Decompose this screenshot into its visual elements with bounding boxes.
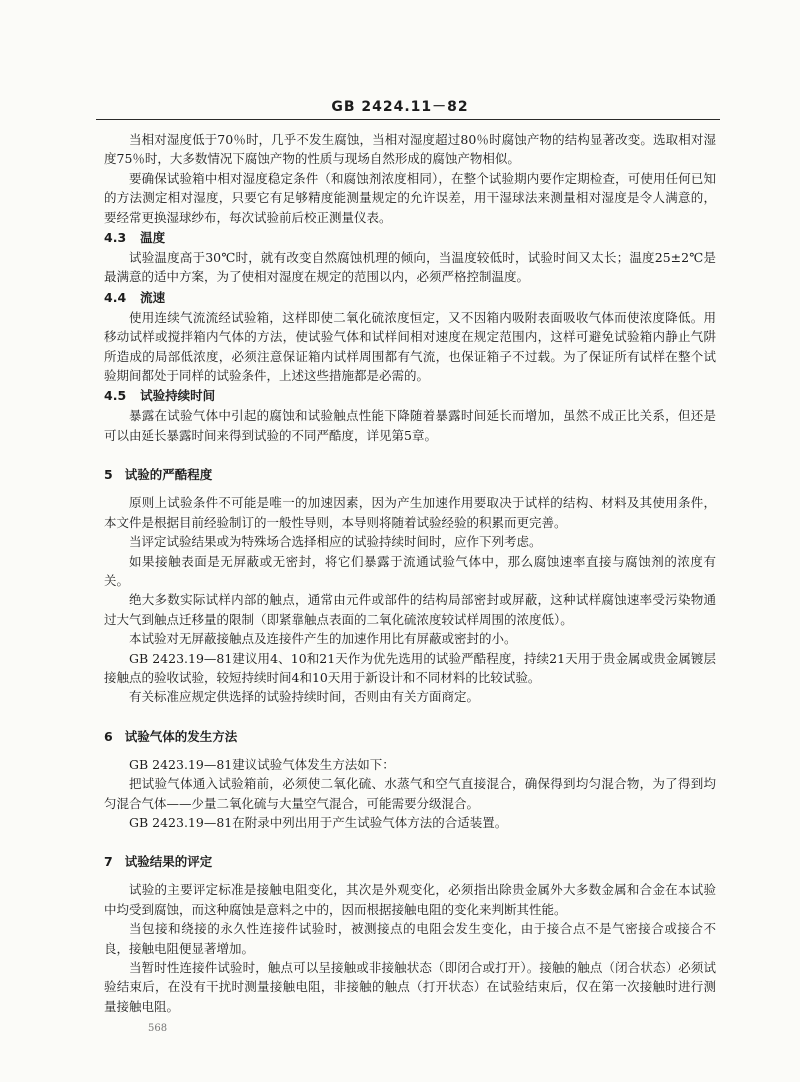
section-title: 试验的严酷程度 — [124, 467, 213, 483]
subsection-heading-4-4 — [104, 288, 716, 308]
paragraph: 如果接触表面是无屏蔽或无密封，将它们暴露于流通试验气体中，那么腐蚀速率直接与腐蚀剂的浓度有关。 — [104, 553, 716, 588]
subsection-number: 4.5 — [104, 388, 127, 404]
paragraph: GB 2423.19—81建议试验气体发生方法如下： — [129, 756, 395, 772]
subsection-number: 4.4 — [104, 289, 127, 305]
paragraph: 当暂时性连接件试验时，触点可以呈接触或非接触状态（即闭合或打开）。接触的触点（闭合状态）必须试验结束后，在没有干扰时测量接触电阻，非接触的触点（打开状态）在试验结束后，仅在第一次接触时进行测量接触电阻。 — [104, 960, 716, 1014]
section-number: 6 — [104, 728, 113, 744]
section-title: 试验结果的评定 — [124, 854, 213, 870]
subsection-title: 流速 — [140, 289, 166, 305]
section-heading-5 — [104, 465, 716, 485]
section-heading-6 — [104, 727, 716, 747]
page-header: GB 2424.11－82 — [331, 99, 469, 115]
paragraph: 绝大多数实际试样内部的触点，通常由元件或部件的结构局部密封或屏蔽，这种试样腐蚀速率受污染物通过大气到触点迁移量的限制（即紧靠触点表面的二氧化硫浓度较试样周围的浓度低）。 — [104, 592, 716, 627]
paragraph: 当相对湿度低于70％时，几乎不发生腐蚀，当相对湿度超过80％时腐蚀产物的结构显著改变。选取相对湿度75％时，大多数情况下腐蚀产物的性质与现场自然形成的腐蚀产物相似。 — [104, 132, 716, 167]
document-body — [104, 130, 716, 1016]
paragraph: 暴露在试验气体中引起的腐蚀和试验触点性能下降随着暴露时间延长而增加，虽然不成正比关系，但还是可以由延长暴露时间来得到试验的不同严酷度，详见第5章。 — [104, 408, 716, 443]
paragraph: 当评定试验结果或为特殊场合选择相应的试验持续时间时，应作下列考虑。 — [129, 534, 542, 550]
header-rule — [96, 119, 720, 120]
subsection-heading-4-5 — [104, 386, 716, 406]
subsection-heading-4-3 — [104, 228, 716, 248]
paragraph: 试验的主要评定标准是接触电阻变化，其次是外观变化，必须指出除贵金属外大多数金属和合金在本试验中均受到腐蚀，而这种腐蚀是意料之中的，因而根据接触电阻的变化来判断其性能。 — [104, 882, 716, 917]
section-heading-7 — [104, 852, 716, 872]
paragraph: 当包接和绕接的永久性连接件试验时，被测接点的电阻会发生变化，由于接合点不是气密接合或接合不良，接触电阻便显著增加。 — [104, 921, 716, 956]
subsection-title: 试验持续时间 — [140, 388, 216, 404]
page-number: 568 — [148, 1023, 168, 1034]
subsection-title: 温度 — [140, 230, 166, 246]
section-number: 7 — [104, 854, 113, 870]
paragraph: GB 2423.19—81建议用4、10和21天作为优先选用的试验严酷程度，持续21天用于贵金属或贵金属镀层接触点的验收试验，较短持续时间4和10天用于新设计和不同材料的比较试验。 — [104, 650, 716, 685]
paragraph: 试验温度高于30℃时，就有改变自然腐蚀机理的倾向，当温度较低时，试验时间又太长；温度25±2℃是最满意的适中方案，为了使相对湿度在规定的范围以内，必须严格控制温度。 — [104, 250, 716, 285]
section-title: 试验气体的发生方法 — [124, 728, 238, 744]
paragraph: GB 2423.19—81在附录中列出用于产生试验气体方法的合适装置。 — [129, 814, 508, 830]
paragraph: 本试验对无屏蔽接触点及连接件产生的加速作用比有屏蔽或密封的小。 — [129, 631, 517, 647]
paragraph: 把试验气体通入试验箱前，必须使二氧化硫、水蒸气和空气直接混合，确保得到均匀混合物，为了得到均匀混合气体——少量二氧化硫与大量空气混合，可能需要分级混合。 — [104, 776, 716, 811]
paragraph: 要确保试验箱中相对湿度稳定条件（和腐蚀剂浓度相同），在整个试验期内要作定期检查，可使用任何已知的方法测定相对湿度，只要它有足够精度能测量规定的允许误差，用干湿球法来测量相对湿度是令人满意的，要经常更换湿球纱布，每次试验前后校正测量仪表。 — [104, 170, 716, 225]
subsection-number: 4.3 — [104, 230, 127, 246]
paragraph: 有关标准应规定供选择的试验持续时间，否则由有关方面商定。 — [129, 689, 480, 705]
paragraph: 使用连续气流流经试验箱，这样即使二氧化硫浓度恒定，又不因箱内吸附表面吸收气体而使浓度降低。用移动试样或搅拌箱内气体的方法，使试验气体和试样间相对速度在规定范围内，这样可避免试验箱内静止气阱所造成的局部低浓度，必须注意保证箱内试样周围都有气流，也保证箱子不过载。为了保证所有试样在整个试验期间都处于同样的试验条件，上述这些措施都是必需的。 — [104, 309, 716, 384]
paragraph: 原则上试验条件不可能是唯一的加速因素，因为产生加速作用要取决于试样的结构、材料及其使用条件，本文件是根据目前经验制订的一般性导则，本导则将随着试验经验的积累而更完善。 — [104, 495, 716, 530]
section-number: 5 — [104, 467, 113, 483]
